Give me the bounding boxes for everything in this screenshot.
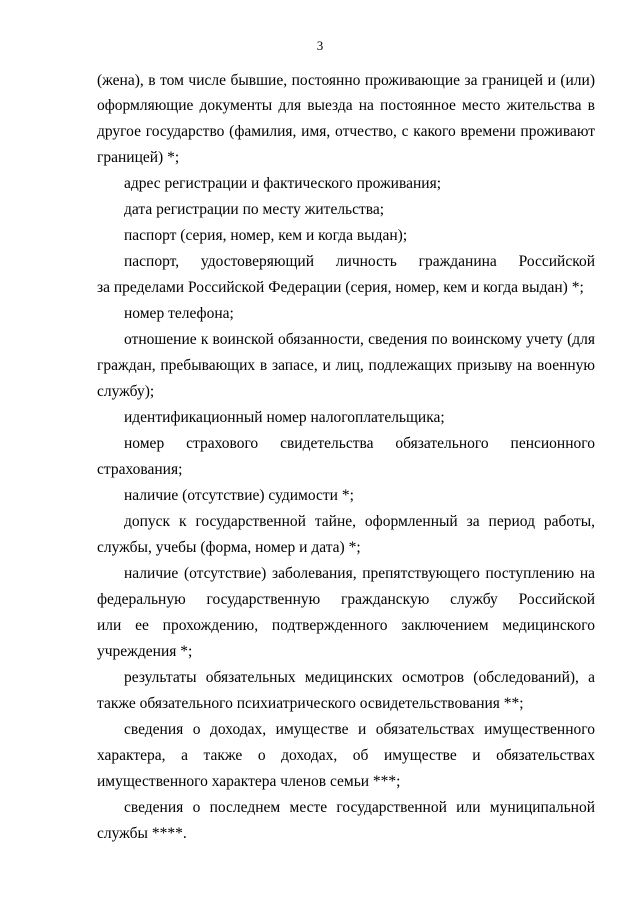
text-line: федеральную государственную гражданскую службу Российской <box>97 591 595 608</box>
text-line: оформляющие документы для выезда на постоянное место жительства в <box>97 97 595 114</box>
text-line: имущественного характера членов семьи ***; <box>97 773 401 790</box>
text-line: за пределами Российской Федерации (серия, номер, кем и когда выдан) *; <box>97 279 584 296</box>
text-line: службу); <box>97 383 155 400</box>
text-line: сведения о доходах, имуществе и обязательствах имущественного <box>124 721 595 738</box>
text-line: идентификационный номер налогоплательщика; <box>124 409 445 426</box>
text-line: отношение к воинской обязанности, сведения по воинскому учету (для <box>124 331 595 348</box>
page-number: 3 <box>316 38 324 53</box>
text-line: или ее прохождению, подтвержденного заключением медицинского <box>97 617 595 634</box>
text-line: характера, а также о доходах, об имуществе и обязательствах <box>97 747 595 764</box>
text-line: наличие (отсутствие) заболевания, препятствующего поступлению на <box>124 565 595 582</box>
text-line: страхования; <box>97 461 183 478</box>
text-line: учреждения *; <box>97 643 193 660</box>
text-line: допуск к государственной тайне, оформленный за период работы, <box>124 513 595 530</box>
text-line: номер телефона; <box>124 305 234 322</box>
text-line: граждан, пребывающих в запасе, и лиц, подлежащих призыву на военную <box>97 357 595 374</box>
text-line: границей) *; <box>97 149 180 166</box>
text-line: дата регистрации по месту жительства; <box>124 201 385 218</box>
text-line: номер страхового свидетельства обязательного пенсионного <box>124 435 595 452</box>
text-line: паспорт, удостоверяющий личность гражданина Российской <box>124 253 595 270</box>
text-line: сведения о последнем месте государственной или муниципальной <box>124 799 595 816</box>
text-line: другое государство (фамилия, имя, отчество, с какого времени проживают <box>97 123 595 140</box>
text-line: паспорт (серия, номер, кем и когда выдан); <box>124 227 408 244</box>
text-line: результаты обязательных медицинских осмотров (обследований), а <box>124 669 595 686</box>
text-line: службы, учебы (форма, номер и дата) *; <box>97 539 361 556</box>
text-line: также обязательного психиатрического освидетельствования **; <box>97 695 524 712</box>
text-line: (жена), в том числе бывшие, постоянно проживающие за границей и (или) <box>97 72 595 89</box>
text-line: службы ****. <box>97 825 187 842</box>
text-line: адрес регистрации и фактического проживания; <box>124 175 442 192</box>
text-line: наличие (отсутствие) судимости *; <box>124 487 354 504</box>
